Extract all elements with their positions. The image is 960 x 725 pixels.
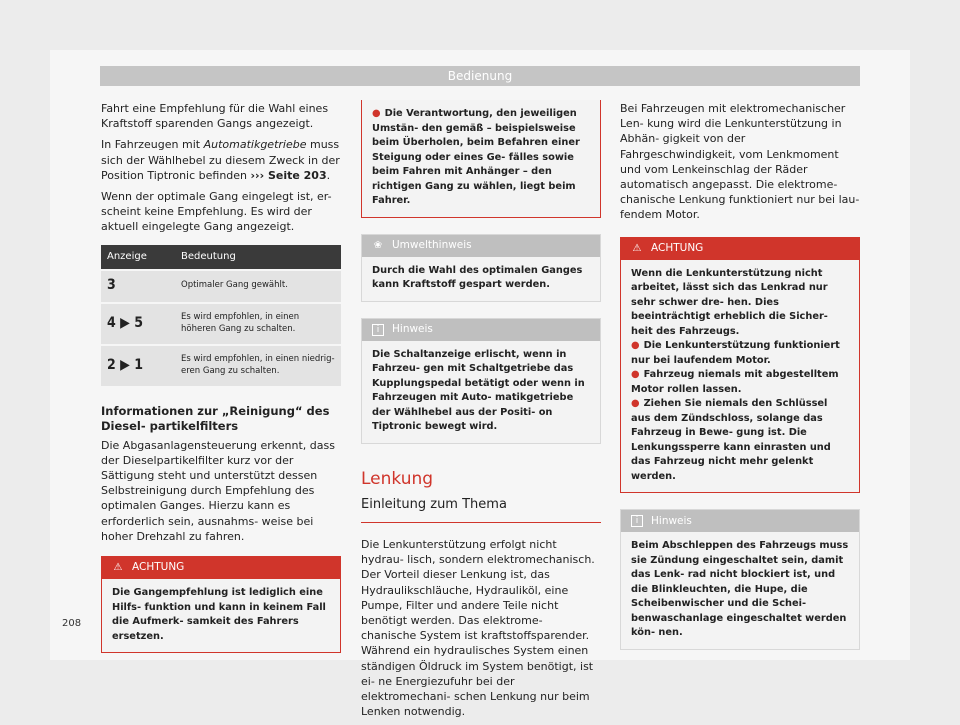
hint-title: Hinweis (392, 322, 433, 335)
column-3 (620, 101, 860, 662)
meaning-cell: Es wird empfohlen, in einen höheren Gang zu schalten. (175, 303, 341, 345)
section-title: Lenkung (361, 468, 434, 489)
warning-title: ACHTUNG (132, 561, 185, 574)
hint-header (362, 319, 600, 341)
section-subtitle: Einleitung zum Thema (361, 497, 601, 523)
bullet-icon: ● (631, 369, 640, 381)
warning-box (620, 237, 860, 494)
paragraph: Die Lenkunterstützung erfolgt nicht hydrau- lisch, sondern elektromechanisch. Der Vorteil dieser Lenkung ist, das Hydraulikschläuche, Hydrauliköl, eine Pumpe, Filter und andere Teile nicht benötigt werden. Das elektrome- chanische System ist kraftstoffsparender. Während ein hydraulisches System einen ständigen Öldruck im System benötigt, ist ei- ne Energiezufuhr bei der elektromechani- schen Lenkung nur beim Lenken notwendig. (361, 537, 595, 719)
table-row (101, 270, 341, 303)
page-reference-link[interactable]: ››› Seite 203 (250, 168, 327, 182)
bullet-icon: ● (631, 340, 640, 352)
hint-text: Die Schaltanzeige erlischt, wenn in Fahrzeu- gen mit Schaltgetriebe das Kupplungspedal betätigt oder wenn in Fahrzeugen mit Auto- matikgetriebe der Wählhebel aus der Positi- on Tiptronic bewegt wird. (362, 341, 600, 443)
hint-title: Hinweis (651, 514, 692, 527)
meaning-cell: Optimaler Gang gewählt. (175, 270, 341, 303)
warning-intro: Wenn die Lenkunterstützung nicht arbeitet, lässt sich das Lenkrad nur sehr schwer dre- hen. Dies beeinträchtigt erheblich die Sicher- heit des Fahrzeugs. (631, 267, 828, 337)
bullet-text: Die Lenkunterstützung funktioniert nur bei laufendem Motor. (631, 340, 840, 366)
subsection-heading: Informationen zur „Reinigung“ des Diesel- partikelfilters (101, 403, 330, 433)
column-2 (361, 100, 601, 725)
warning-text (362, 100, 600, 217)
list-item (631, 339, 849, 368)
environment-note-text: Durch die Wahl des optimalen Ganges kann Kraftstoff gespart werden. (362, 257, 600, 301)
bullet-text: Ziehen Sie niemals den Schlüssel aus dem Zündschloss, solange das Fahrzeug in Bewe- gung ist. Die Lenkungssperre kann einrasten und das Fahrzeug nicht mehr gelenkt werden. (631, 398, 831, 482)
meaning-cell: Es wird empfohlen, in einen niedrig- eren Gang zu schalten. (175, 345, 341, 386)
paragraph (101, 137, 341, 183)
hint-header (621, 510, 859, 532)
text-span: . (326, 168, 331, 182)
section-header (100, 66, 860, 86)
info-icon: i (631, 515, 643, 527)
environment-note-box (361, 234, 601, 302)
paragraph: Wenn der optimale Gang eingelegt ist, er- scheint keine Empfehlung. Es wird der aktuell eingelegte Gang angezeigt. (101, 190, 332, 234)
gear-indicator-table (101, 245, 341, 386)
emphasis-text: Automatikgetriebe (203, 138, 307, 152)
text-span: muss sich der Wählhebel zu diesem Zweck in der Position Tiptronic befinden (101, 138, 340, 182)
warning-triangle-icon: ⚠ (632, 243, 642, 255)
info-icon: i (372, 324, 384, 336)
environment-note-header (362, 235, 600, 257)
warning-text: Die Gangempfehlung ist lediglich eine Hilfs- funktion und kann in keinem Fall die Aufmerk- samkeit des Fahrers ersetzen. (102, 579, 340, 652)
warning-body (621, 260, 859, 493)
list-item (631, 397, 849, 484)
section-header-title: Bedienung (447, 69, 513, 83)
gear-indicator-cell: 4 ▶ 5 (101, 303, 175, 345)
bullet-text: Die Verantwortung, den jeweiligen Umstän- den gemäß – beispielsweise beim Überholen, beim Befahren einer Steigung oder eines Ge- fälles sowie beim Fahren mit Anhänger – den richtigen Gang zu wählen, liegt beim Fahrer. (372, 108, 580, 206)
paragraph: Fahrt eine Empfehlung für die Wahl eines Kraftstoff sparenden Gangs angezeigt. (101, 102, 329, 131)
leaf-icon: ❀ (373, 239, 383, 251)
paragraph: Bei Fahrzeugen mit elektromechanischer Len- kung wird die Lenkunterstützung in Abhän- gigkeit von der Fahrgeschwindigkeit, vom Lenkmoment und vom Lenkeinschlag der Räder automatisch angepasst. Die elektrome- chanische Lenkung funktioniert nur bei lau- fendem Motor. (620, 102, 860, 222)
table-header: Anzeige (101, 245, 175, 270)
text-span: In Fahrzeugen mit (101, 138, 204, 152)
gear-indicator-cell: 2 ▶ 1 (101, 345, 175, 386)
hint-box (620, 509, 860, 650)
warning-title: ACHTUNG (651, 242, 704, 255)
gear-indicator-cell: 3 (101, 270, 175, 303)
bullet-icon: ● (631, 398, 640, 410)
bullet-text: Fahrzeug niemals mit abgestelltem Motor rollen lassen. (631, 369, 839, 395)
warning-box-header (102, 557, 340, 579)
column-1 (101, 101, 341, 665)
table-row (101, 345, 341, 386)
table-row (101, 303, 341, 345)
warning-triangle-icon: ⚠ (113, 562, 123, 574)
warning-box (101, 556, 341, 653)
warning-box-header (621, 238, 859, 260)
warning-box-continued (361, 100, 601, 218)
environment-note-title: Umwelthinweis (392, 238, 472, 251)
table-header: Bedeutung (175, 245, 341, 270)
hint-box (361, 318, 601, 444)
paragraph: Die Abgasanlagensteuerung erkennt, dass der Dieselpartikelfilter kurz vor der Sättigung steht und unterstützt dessen Selbstreinigung durch Empfehlung des optimalen Ganges. Hierzu kann es erforderlich sein, ausnahms- weise bei hoher Drehzahl zu fahren. (101, 438, 335, 543)
bullet-icon: ● (372, 108, 381, 119)
page-number: 208 (62, 618, 82, 629)
list-item (631, 368, 849, 397)
hint-text: Beim Abschleppen des Fahrzeugs muss sie Zündung eingeschaltet sein, damit das Lenk- rad nicht blockiert ist, und die Blinkleuchten, die Hupe, die Scheibenwischer und die Schei- benwaschanlage eingeschaltet werden kön- nen. (621, 532, 859, 649)
